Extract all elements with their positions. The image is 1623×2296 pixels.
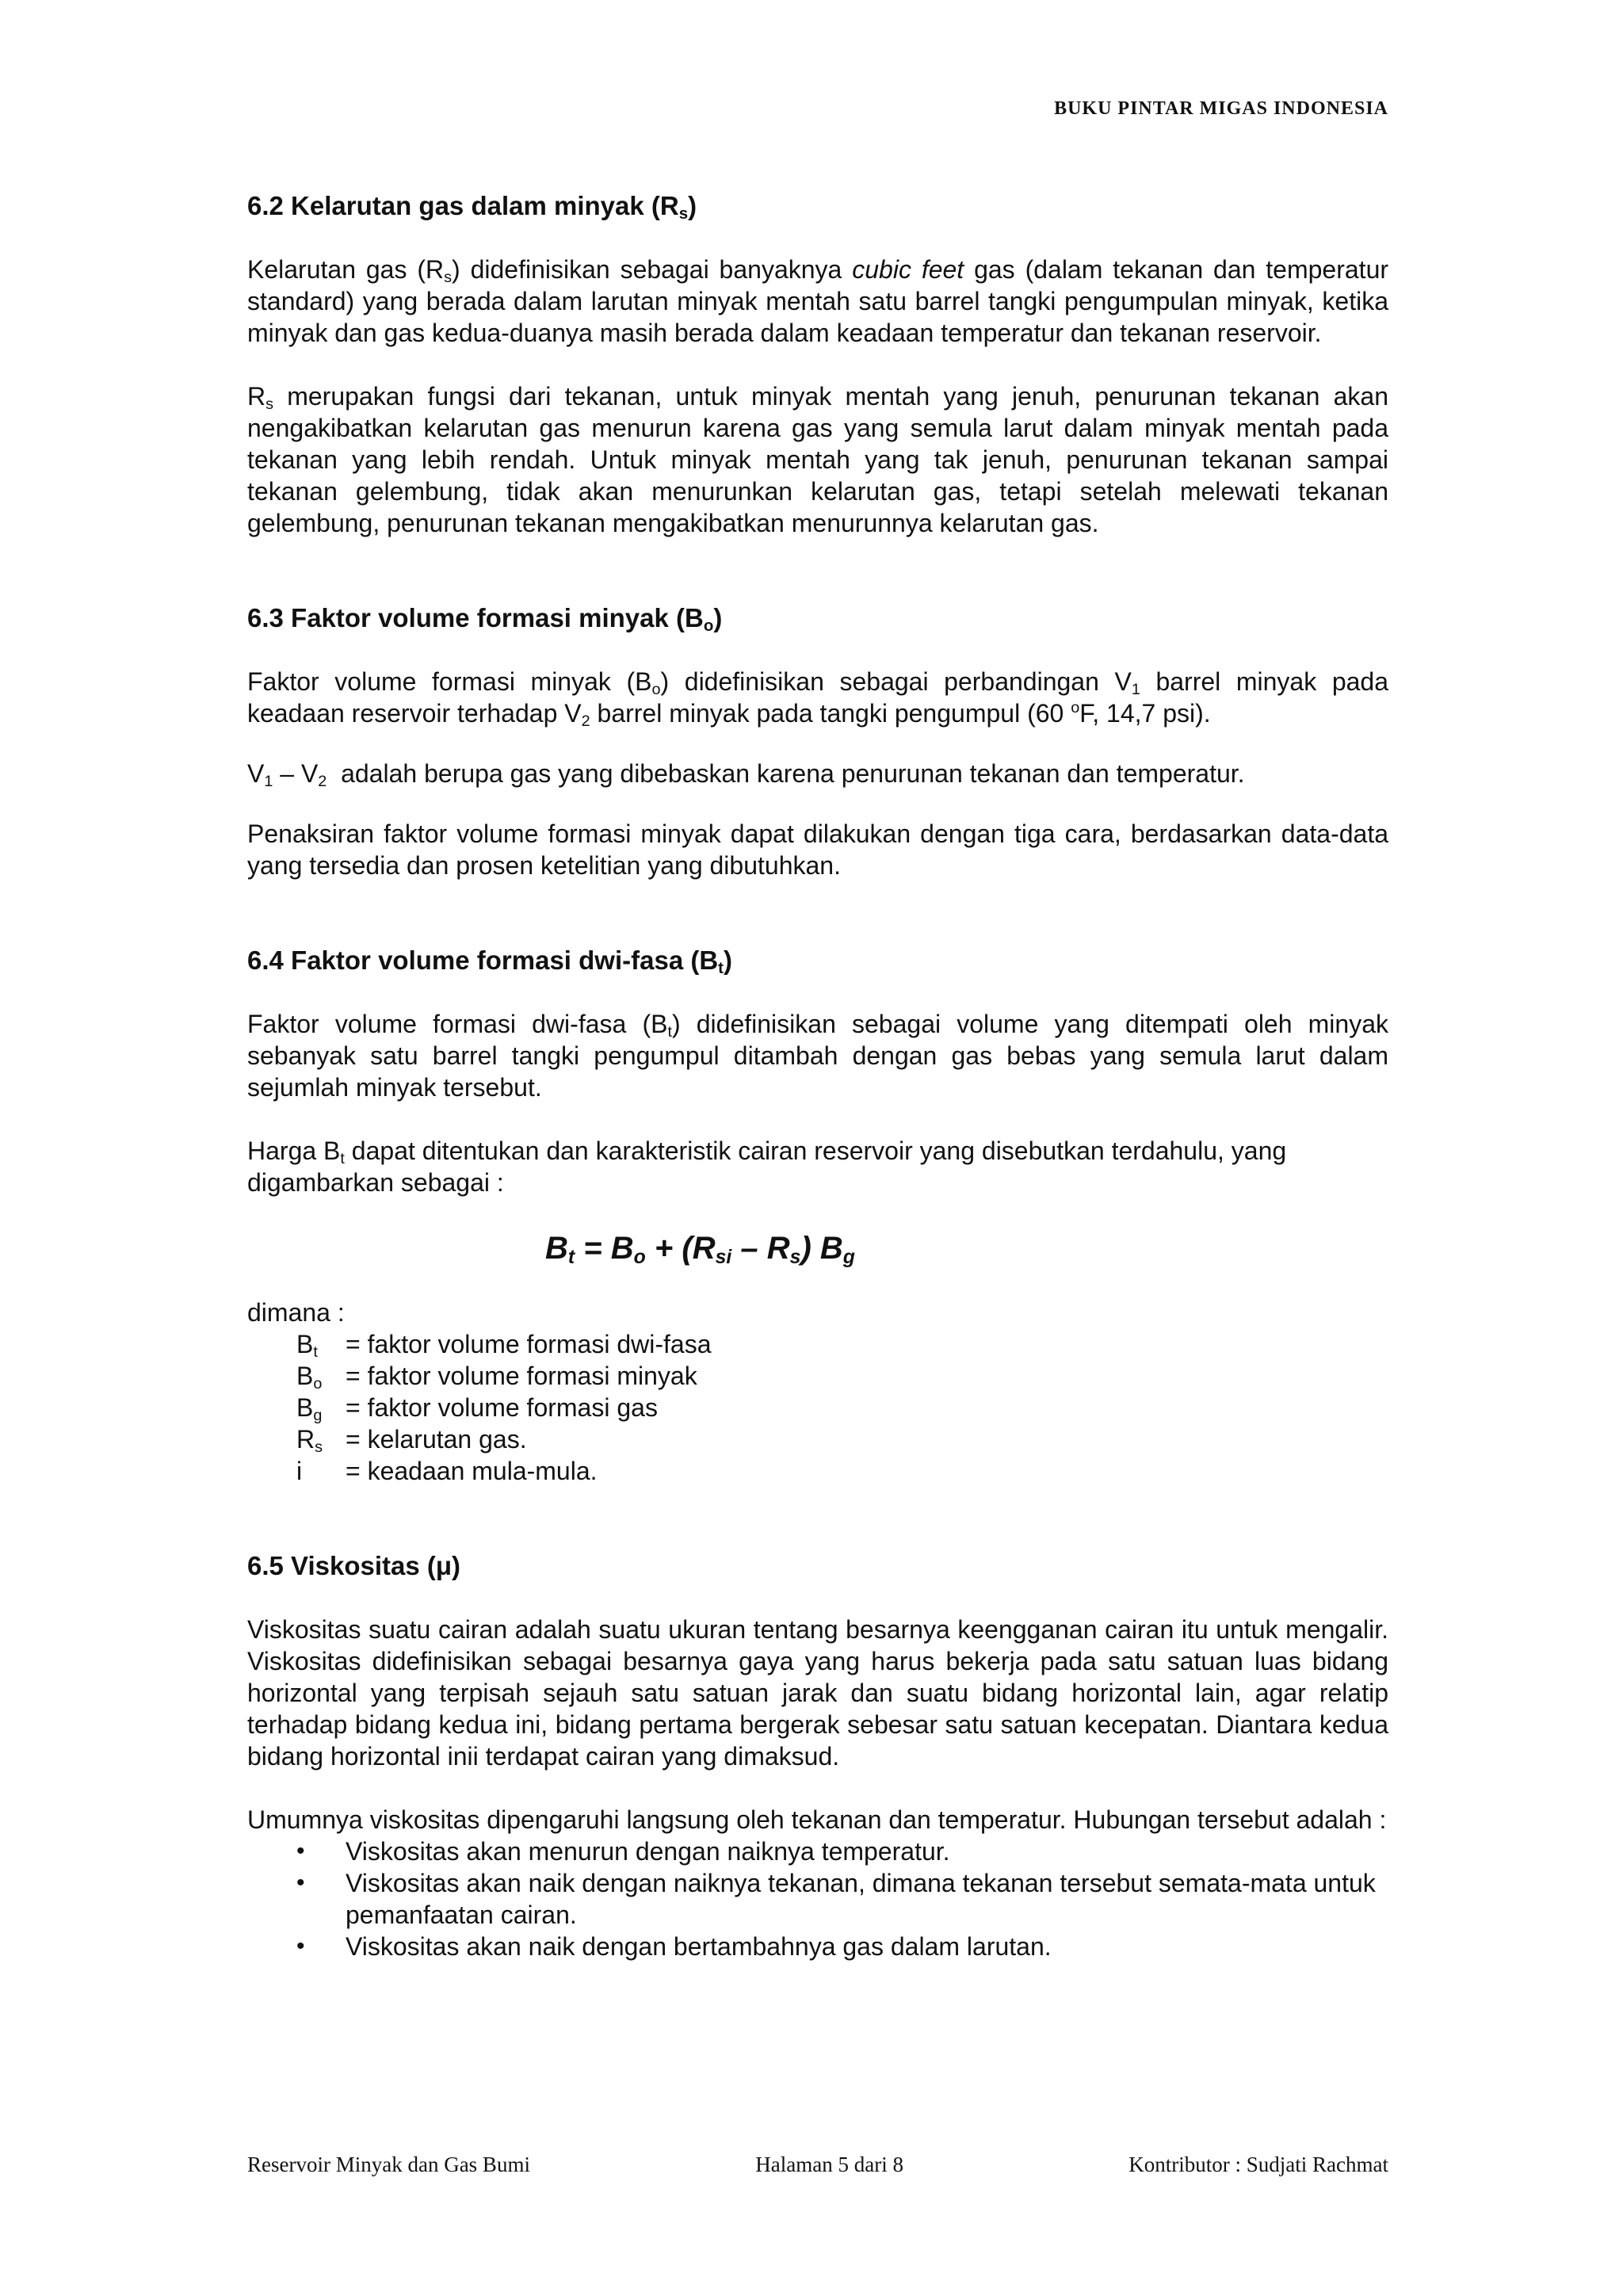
definition-item: i = keadaan mula-mula. — [296, 1457, 598, 1485]
bullet-icon: • — [296, 1870, 305, 1896]
list-item: • Viskositas akan naik dengan naiknya tekanan, dimana tekanan tersebut semata-mata untuk pemanfaatan cairan. — [296, 1869, 1376, 1929]
viscosity-bullet-list — [247, 1836, 1388, 1962]
definition-item: $B_g$ = faktor volume formasi gas — [296, 1393, 658, 1424]
where-label: dimana : — [247, 1298, 345, 1327]
section-6-3-paragraph-2: $V_1 - V_2$ adalah berupa gas yang dibebaskan karena penurunan tekanan dan temperatur. — [247, 759, 1245, 790]
definitions-list — [296, 1328, 1388, 1487]
definition-item: $B_o$ = faktor volume formasi minyak — [296, 1362, 697, 1392]
section-6-5-paragraph-2: Umumnya viskositas dipengaruhi langsung oleh tekanan dan temperatur. Hubungan tersebut adalah : — [247, 1805, 1387, 1834]
section-6-5-heading: 6.5 Viskositas (μ) — [247, 1551, 461, 1580]
section-6-4-paragraph-1: Faktor volume formasi dwi-fasa $(B_t)$ didefinisikan sebagai volume yang ditempati oleh minyak sebanyak satu barrel tangki pengumpul ditambah dengan gas bebas yang semula larut dalam sejumlah minyak tersebut. — [247, 1010, 1389, 1102]
section-6-4-paragraph-2: Harga $B_t$ dapat ditentukan dan karakteristik cairan reservoir yang disebutkan terdahulu, yang digambarkan sebagai : — [247, 1137, 1287, 1197]
list-item: • Viskositas akan menurun dengan naiknya temperatur. — [296, 1837, 950, 1866]
bullet-icon: • — [296, 1933, 305, 1959]
definition-item: $R_s$ = kelarutan gas. — [296, 1425, 527, 1456]
list-item: • Viskositas akan naik dengan bertambahnya gas dalam larutan. — [296, 1932, 1052, 1961]
section-6-3-heading: 6.3 Faktor volume formasi minyak $(B_o)$ — [247, 603, 723, 636]
section-6-3-paragraph-3: Penaksiran faktor volume formasi minyak dapat dilakukan dengan tiga cara, berdasarkan data-data yang tersedia dan prosen ketelitian yang dibutuhkan. — [247, 819, 1388, 880]
section-6-4-heading: 6.4 Faktor volume formasi dwi-fasa $(B_t)$ — [247, 946, 732, 978]
footer-contributor: Kontributor : Sudjati Rachmat — [1128, 2153, 1388, 2176]
section-6-2-paragraph-2: $R_s$ merupakan fungsi dari tekanan, untuk minyak mentah yang jenuh, penurunan tekanan akan nengakibatkan kelarutan gas menurun karena gas yang semula larut dalam minyak mentah pada tekanan yang lebih rendah. Untuk minyak mentah yang tak jenuh, penurunan tekanan sampai tekanan gelembung, tidak akan menurunkan kelarutan gas, tetapi setelah melewati tekanan gelembung, penurunan tekanan mengakibatkan menurunnya kelarutan gas. — [247, 382, 1388, 537]
page-content — [247, 190, 1388, 1962]
footer-left: Reservoir Minyak dan Gas Bumi — [247, 2153, 530, 2176]
formula-bt: $B_t = B_o + (R_{si} - R_s)$ $B_g$ — [545, 1231, 855, 1269]
section-6-2-heading: 6.2 Kelarutan gas dalam minyak $(R_s)$ — [247, 191, 697, 223]
running-header: BUKU PINTAR MIGAS INDONESIA — [1054, 98, 1388, 119]
section-6-2-paragraph-1: Kelarutan gas $(R_s)$ didefinisikan sebagai banyaknya cubic feet gas (dalam tekanan dan temperatur standard) yang berada dalam larutan minyak mentah satu barrel tangki pengumpulan minyak, ketika minyak dan gas kedua-duanya masih berada dalam keadaan temperatur dan tekanan reservoir. — [247, 255, 1389, 347]
definition-item: $B_t$ = faktor volume formasi dwi-fasa — [296, 1330, 712, 1361]
footer-page-number: Halaman 5 dari 8 — [755, 2153, 903, 2176]
section-6-3-paragraph-1: Faktor volume formasi minyak $(B_o)$ didefinisikan sebagai perbandingan $V_1$ barrel minyak pada keadaan reservoir terhadap $V_2$ barrel minyak pada tangki pengumpul (60 $^o$F, 14,7 psi). — [247, 667, 1388, 730]
section-6-5-paragraph-1: Viskositas suatu cairan adalah suatu ukuran tentang besarnya keengganan cairan itu untuk mengalir. Viskositas didefinisikan sebagai besarnya gaya yang harus bekerja pada satu satuan luas bidang horizontal yang terpisah sejauh satu satuan jarak dan suatu bidang horizontal lain, agar relatip terhadap bidang kedua ini, bidang pertama bergerak sebesar satu satuan kecepatan. Diantara kedua bidang horizontal inii terdapat cairan yang dimaksud. — [247, 1615, 1388, 1771]
page-footer — [247, 2153, 1388, 2177]
bullet-icon: • — [296, 1838, 305, 1864]
